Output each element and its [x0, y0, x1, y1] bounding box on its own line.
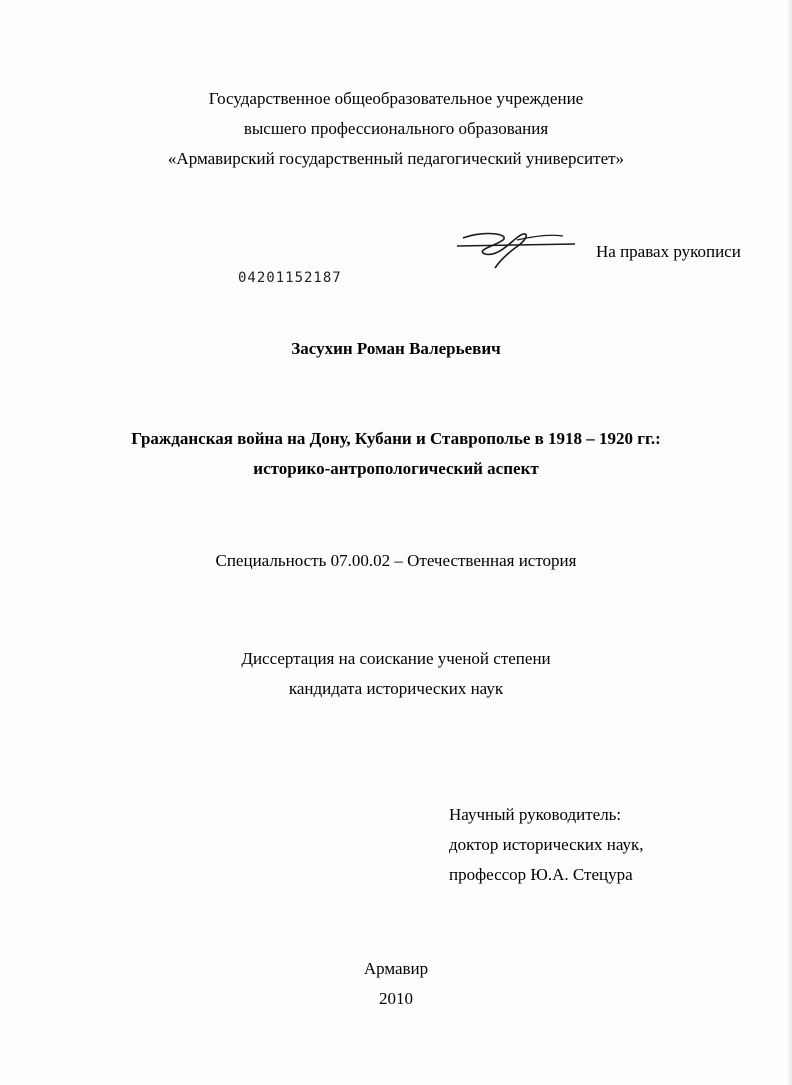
- specialty: Специальность 07.00.02 – Отечественная история: [215, 551, 577, 570]
- dissertation-title-line-2: историко-антропологический аспект: [253, 459, 539, 478]
- year: 2010: [379, 989, 413, 1008]
- library-stamp-number: 04201152187: [238, 270, 342, 286]
- supervisor-name: профессор Ю.А. Стецура: [449, 865, 633, 884]
- institution-line-1: Государственное общеобразовательное учреждение: [208, 89, 584, 108]
- manuscript-rights-note: На правах рукописи: [596, 242, 741, 261]
- dissertation-title-line-1: Гражданская война на Дону, Кубани и Ставрополье в 1918 – 1920 гг.:: [131, 429, 661, 448]
- author-name: Засухин Роман Валерьевич: [291, 339, 501, 358]
- page-edge-shadow: [786, 0, 792, 1085]
- institution-line-3: «Армавирский государственный педагогический университет»: [167, 149, 625, 168]
- degree-line-1: Диссертация на соискание ученой степени: [241, 649, 551, 668]
- signature: [455, 224, 585, 274]
- supervisor-label: Научный руководитель:: [449, 805, 622, 824]
- degree-line-2: кандидата исторических наук: [288, 679, 504, 698]
- supervisor-degree: доктор исторических наук,: [449, 835, 644, 854]
- institution-line-2: высшего профессионального образования: [243, 119, 549, 138]
- city: Армавир: [363, 959, 429, 978]
